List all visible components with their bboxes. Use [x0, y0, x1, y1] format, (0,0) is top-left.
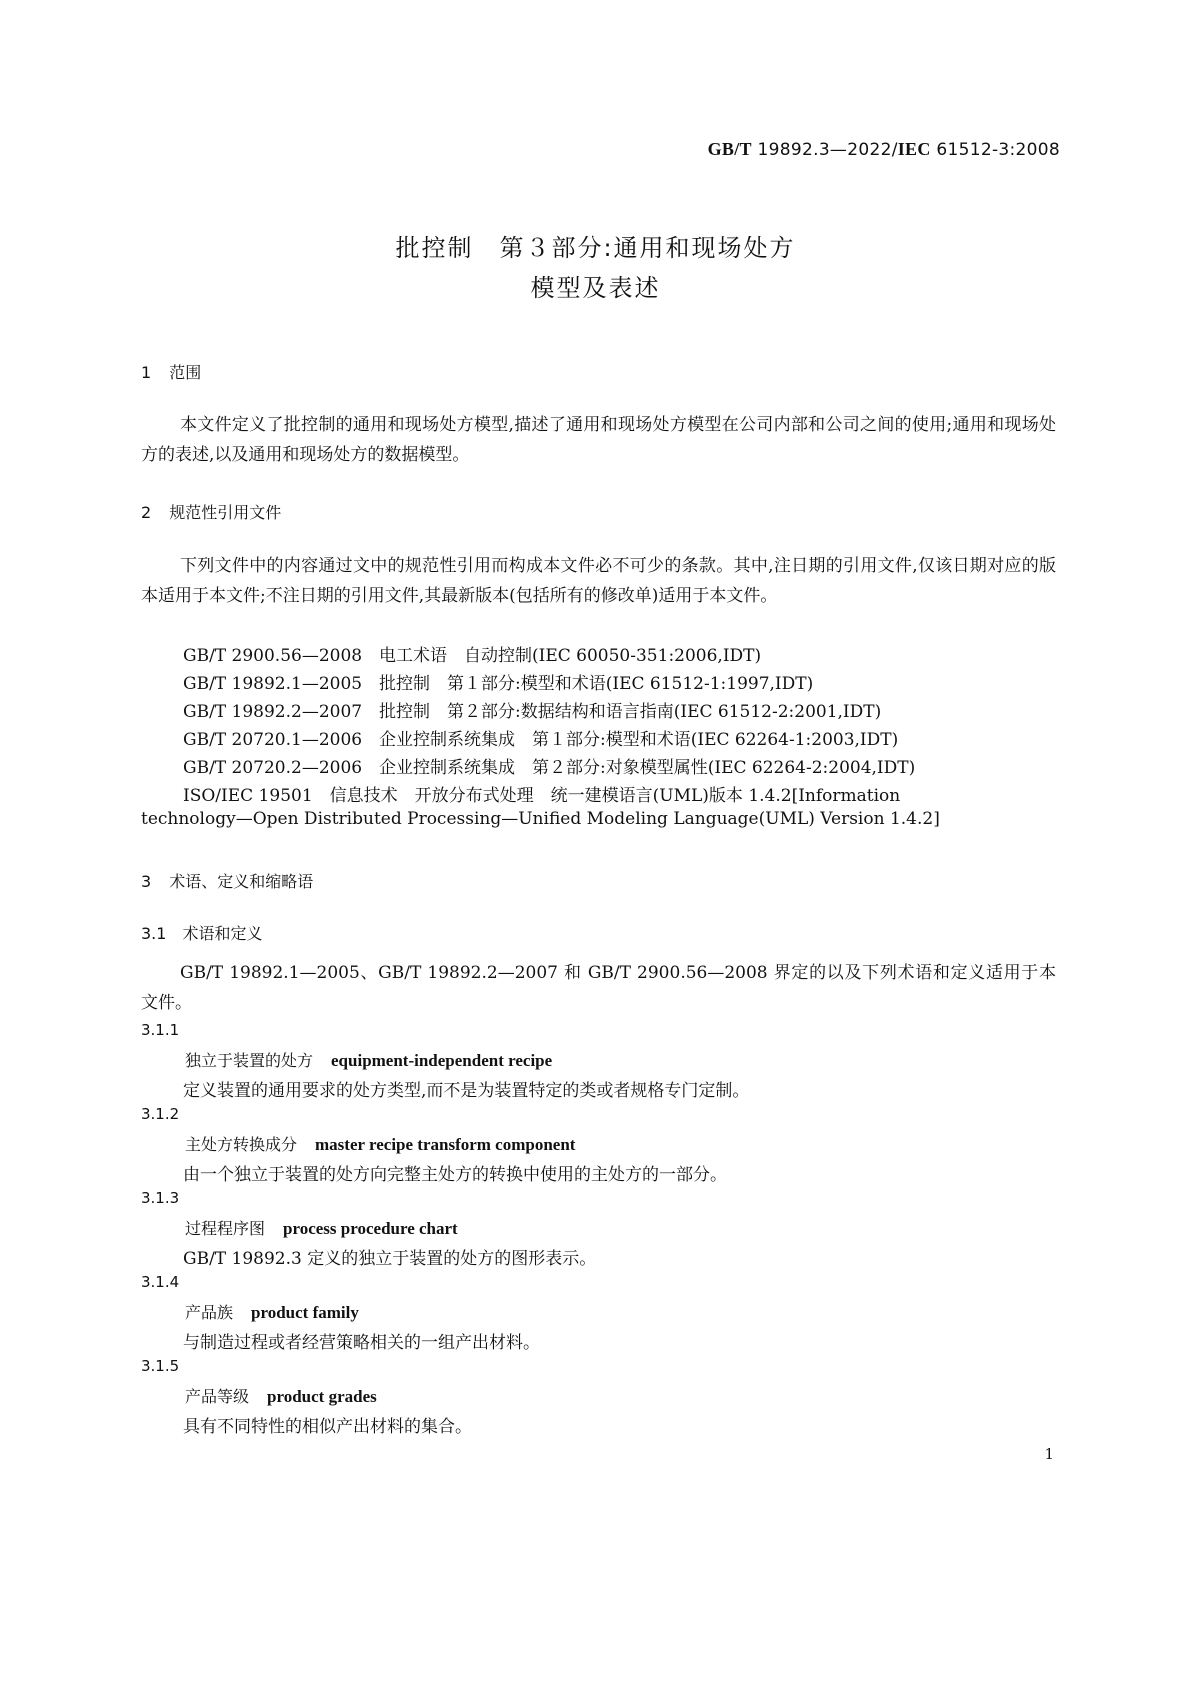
section-2-heading	[141, 500, 281, 523]
reference-entry: GB/T 19892.2—2007 批控制 第２部分:数据结构和语言指南(IEC 61512-2:2001,IDT)	[183, 702, 882, 722]
section-number: 2	[141, 503, 152, 522]
term-definition: 具有不同特性的相似产出材料的集合。	[183, 1417, 472, 1437]
reference-entry: GB/T 2900.56—2008 电工术语 自动控制(IEC 60050-351:2006,IDT)	[183, 646, 762, 666]
section-number: 3	[141, 872, 152, 891]
reference-entry: GB/T 19892.1—2005 批控制 第１部分:模型和术语(IEC 61512-1:1997,IDT)	[183, 674, 814, 694]
section-number: 1	[141, 363, 152, 382]
term-definition: GB/T 19892.3 定义的独立于装置的处方的图形表示。	[183, 1249, 597, 1269]
reference-entry: GB/T 20720.1—2006 企业控制系统集成 第１部分:模型和术语(IEC 62264-1:2003,IDT)	[183, 730, 899, 750]
terms-intro-paragraph: GB/T 19892.1—2005、GB/T 19892.2—2007 和 GB/T 2900.56—2008 界定的以及下列术语和定义适用于本文件。	[141, 963, 1056, 1013]
term-title: 独立于装置的处方 equipment-independent recipe	[185, 1051, 553, 1070]
term-title: 产品族 product family	[185, 1303, 359, 1322]
term-title: 产品等级 product grades	[185, 1387, 377, 1406]
header-iec-prefix: IEC	[897, 139, 931, 159]
header-prefix: GB/T	[707, 139, 752, 159]
term-definition: 与制造过程或者经营策略相关的一组产出材料。	[183, 1333, 540, 1353]
term-number: 3.1.3	[141, 1189, 180, 1207]
section-title: 规范性引用文件	[169, 503, 282, 522]
term-number: 3.1.1	[141, 1021, 180, 1039]
term-number: 3.1.5	[141, 1357, 180, 1375]
page-number: 1	[1044, 1445, 1054, 1463]
section-title: 术语和定义	[182, 924, 263, 943]
header-iec-number: 61512-3:2008	[936, 140, 1060, 160]
normative-refs-paragraph: 下列文件中的内容通过文中的规范性引用而构成本文件必不可少的条款。其中,注日期的引用文件,仅该日期对应的版本适用于本文件;不注日期的引用文件,其最新版本(包括所有的修改单)适用于本文件。	[141, 556, 1056, 606]
reference-entry: GB/T 20720.2—2006 企业控制系统集成 第２部分:对象模型属性(IEC 62264-2:2004,IDT)	[183, 758, 916, 778]
section-1-heading	[141, 360, 201, 383]
section-3-heading	[141, 869, 313, 892]
term-title: 过程程序图 process procedure chart	[185, 1219, 458, 1238]
reference-entry-iso-line1: ISO/IEC 19501 信息技术 开放分布式处理 统一建模语言(UML)版本 1.4.2[Information	[183, 786, 901, 806]
section-title: 术语、定义和缩略语	[169, 872, 314, 891]
section-3-1-heading	[141, 921, 262, 944]
document-title-line2: 模型及表述	[530, 274, 661, 302]
term-title: 主处方转换成分 master recipe transform component	[185, 1135, 576, 1154]
section-number: 3.1	[141, 924, 167, 943]
term-number: 3.1.4	[141, 1273, 180, 1291]
section-title: 范围	[169, 363, 202, 382]
reference-entry-iso-line2: technology—Open Distributed Processing—Unified Modeling Language(UML) Version 1.4.2]	[141, 809, 940, 829]
document-title-line1: 批控制 第３部分:通用和现场处方	[395, 234, 796, 262]
term-number: 3.1.2	[141, 1105, 180, 1123]
term-definition: 定义装置的通用要求的处方类型,而不是为装置特定的类或者规格专门定制。	[183, 1081, 750, 1101]
header-number: 19892.3—2022/	[757, 140, 898, 160]
standard-number-header	[708, 139, 1060, 160]
term-definition: 由一个独立于装置的处方向完整主处方的转换中使用的主处方的一部分。	[183, 1165, 727, 1185]
scope-paragraph: 本文件定义了批控制的通用和现场处方模型,描述了通用和现场处方模型在公司内部和公司之间的使用;通用和现场处方的表述,以及通用和现场处方的数据模型。	[141, 415, 1056, 465]
